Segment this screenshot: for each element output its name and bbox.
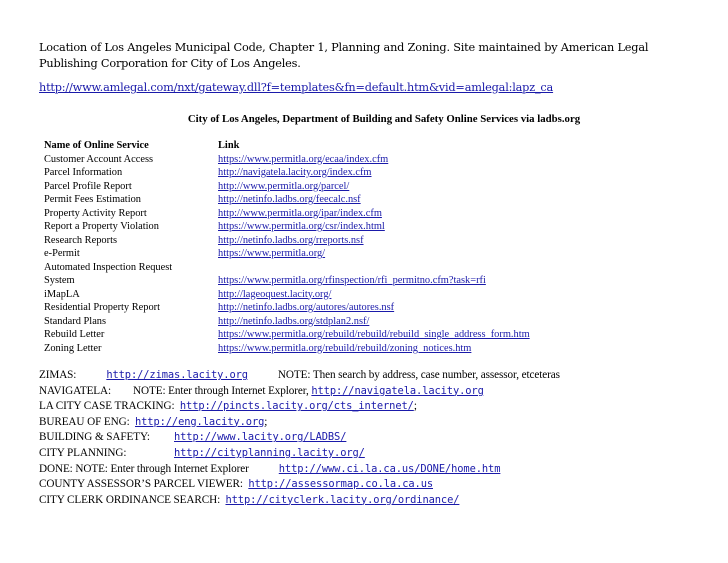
ladbs-services-table xyxy=(42,139,530,355)
city-planning-label: CITY PLANNING: xyxy=(39,446,127,459)
navigatela-label: NAVIGATELA: xyxy=(39,384,112,397)
done-link[interactable]: http://www.ci.la.ca.us/DONE/home.htm xyxy=(278,462,501,475)
navigatela-note: NOTE: Enter through Internet Explorer, xyxy=(133,384,309,397)
header-link: Link xyxy=(218,140,240,151)
service-link-cell xyxy=(218,180,530,194)
done-line xyxy=(39,462,560,478)
building-safety-link[interactable]: http://www.lacity.org/LADBS/ xyxy=(174,431,347,444)
case-tracking-suffix: ; xyxy=(413,400,417,413)
service-name: Report a Property Violation xyxy=(44,221,159,232)
zimas-note: NOTE: Then search by address, case number, assessor, etceteras xyxy=(277,369,560,381)
table-body xyxy=(42,153,530,356)
service-link[interactable]: https://www.permitla.org/rebuild/rebuild/zoning_notices.htm xyxy=(218,342,472,354)
service-link[interactable]: http://netinfo.ladbs.org/stdplan2.nsf/ xyxy=(218,315,370,327)
done-label: DONE: NOTE: Enter through Internet Explorer xyxy=(39,462,249,475)
service-link-cell xyxy=(218,315,530,329)
service-link[interactable]: http://lageoquest.lacity.org/ xyxy=(218,288,332,300)
service-name: Automated Inspection Request xyxy=(44,261,173,273)
service-name: Parcel Information xyxy=(44,167,123,178)
service-name: Rebuild Letter xyxy=(44,329,105,340)
table-row xyxy=(42,288,530,302)
city-planning-line xyxy=(39,446,560,462)
amlegal-link[interactable]: http://www.amlegal.com/nxt/gateway.dll?f=templates&fn=default.htm&vid=amlegal:lapz_ca xyxy=(39,81,554,94)
navigatela-line xyxy=(39,384,560,400)
intro-url-line xyxy=(39,81,553,94)
bureau-eng-label: BUREAU OF ENG: xyxy=(39,415,130,428)
service-link[interactable]: https://www.permitla.org/rebuild/rebuild/rebuild_single_address_form.htm xyxy=(218,329,530,340)
table-header-row xyxy=(42,139,530,153)
service-name: e-Permit xyxy=(44,248,80,259)
service-link[interactable]: http://netinfo.ladbs.org/feecalc.nsf xyxy=(218,194,361,205)
case-tracking-link[interactable]: http://pincts.lacity.org/cts_internet/ xyxy=(179,400,414,413)
zimas-link[interactable]: http://zimas.lacity.org xyxy=(106,369,248,381)
service-link[interactable]: http://netinfo.ladbs.org/autores/autores.nsf xyxy=(218,302,395,313)
service-link[interactable]: https://www.permitla.org/rfinspection/rfi_permitno.cfm?task=rfi xyxy=(218,275,486,286)
service-link-cell xyxy=(218,166,530,180)
table-row xyxy=(42,301,530,315)
table-row xyxy=(42,315,530,329)
service-name: Parcel Profile Report xyxy=(44,180,132,192)
service-link-cell xyxy=(218,220,530,234)
table-row xyxy=(42,247,530,261)
service-link-cell xyxy=(218,342,530,356)
table-row xyxy=(42,166,530,180)
service-link-cell xyxy=(218,301,530,315)
table-row xyxy=(42,207,530,221)
case-tracking-label: LA CITY CASE TRACKING: xyxy=(39,400,175,413)
service-name: Research Reports xyxy=(44,234,117,246)
service-name: Zoning Letter xyxy=(44,342,102,354)
service-name: System xyxy=(44,275,75,286)
service-link-cell xyxy=(218,193,530,207)
bureau-eng-suffix: ; xyxy=(264,415,268,428)
table-row xyxy=(42,153,530,167)
zimas-line xyxy=(39,368,560,384)
city-planning-link[interactable]: http://cityplanning.lacity.org/ xyxy=(174,446,365,459)
bureau-eng-link[interactable]: http://eng.lacity.org xyxy=(135,415,265,428)
quick-links-list xyxy=(39,368,560,508)
service-name: iMapLA xyxy=(44,288,80,300)
service-link-cell xyxy=(218,288,530,302)
ladbs-services-title: City of Los Angeles, Department of Building and Safety Online Services via ladbs.org xyxy=(187,113,581,125)
assessor-line xyxy=(39,477,560,493)
service-name: Residential Property Report xyxy=(44,302,161,313)
city-clerk-label: CITY CLERK ORDINANCE SEARCH: xyxy=(39,493,221,506)
table-row xyxy=(42,261,530,275)
assessor-label: COUNTY ASSESSOR’S PARCEL VIEWER: xyxy=(39,478,243,491)
service-link-cell xyxy=(218,153,530,167)
service-link-cell xyxy=(218,328,530,342)
service-link[interactable]: https://www.permitla.org/ xyxy=(218,248,326,259)
building-safety-line xyxy=(39,430,560,446)
table-row xyxy=(42,342,530,356)
header-service: Name of Online Service xyxy=(44,140,149,151)
table-row xyxy=(42,180,530,194)
city-clerk-line xyxy=(39,493,560,509)
table-row xyxy=(42,193,530,207)
service-link[interactable]: http://navigatela.lacity.org/index.cfm xyxy=(218,167,372,178)
service-link-cell xyxy=(218,261,530,275)
service-name: Customer Account Access xyxy=(44,153,154,165)
service-link[interactable]: https://www.permitla.org/ecaa/index.cfm xyxy=(218,153,389,165)
service-name: Permit Fees Estimation xyxy=(44,194,141,205)
intro-paragraph: Location of Los Angeles Municipal Code, Chapter 1, Planning and Zoning. Site maintained by American Legal Publishing Corporation for City of Los Angeles. xyxy=(39,41,649,70)
table-row xyxy=(42,220,530,234)
service-name: Standard Plans xyxy=(44,315,107,327)
case-tracking-line xyxy=(39,399,560,415)
service-link-cell xyxy=(218,234,530,248)
navigatela-link[interactable]: http://navigatela.lacity.org xyxy=(311,384,484,397)
zimas-label: ZIMAS: xyxy=(39,369,77,381)
building-safety-label: BUILDING & SAFETY: xyxy=(39,431,150,444)
table-row xyxy=(42,234,530,248)
service-link-cell xyxy=(218,274,530,288)
service-link[interactable]: http://netinfo.ladbs.org/rreports.nsf xyxy=(218,234,364,246)
service-link[interactable]: https://www.permitla.org/csr/index.html xyxy=(218,221,385,232)
service-link[interactable]: http://www.permitla.org/parcel/ xyxy=(218,180,350,192)
service-link[interactable]: http://www.permitla.org/ipar/index.cfm xyxy=(218,207,382,219)
bureau-eng-line xyxy=(39,415,560,431)
service-link-cell xyxy=(218,207,530,221)
assessor-link[interactable]: http://assessormap.co.la.ca.us xyxy=(248,478,433,491)
table-row xyxy=(42,274,530,288)
table-row xyxy=(42,328,530,342)
service-name: Property Activity Report xyxy=(44,207,147,219)
service-link-cell xyxy=(218,247,530,261)
city-clerk-link[interactable]: http://cityclerk.lacity.org/ordinance/ xyxy=(225,493,460,506)
